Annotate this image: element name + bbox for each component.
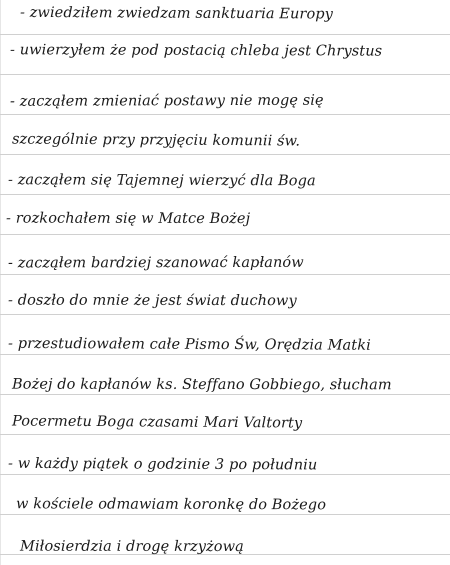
handwritten-line: - zwiedziłem zwiedzam sanktuaria Europy	[19, 4, 334, 23]
ruled-line	[0, 154, 450, 155]
handwritten-line: Miłosierdzia i drogę krzyżową	[19, 538, 244, 556]
handwritten-line: Bożej do kapłanów ks. Steffano Gobbiego, słucham	[11, 376, 392, 394]
handwritten-line: - doszło do mnie że jest świat duchowy	[7, 292, 297, 310]
ruled-line	[0, 274, 450, 275]
handwritten-line: Pocermetu Boga czasami Mari Valtorty	[11, 413, 303, 432]
handwritten-line: szczególnie przy przyjęciu komunii św.	[11, 131, 301, 150]
handwritten-line: - przestudiowałem całe Pismo Św, Orędzia Matki	[7, 335, 371, 354]
handwritten-line: - w każdy piątek o godzinie 3 po południu	[7, 455, 318, 474]
handwritten-line: - uwierzyłem że pod postacią chleba jest Chrystus	[9, 42, 383, 60]
ruled-line	[0, 114, 450, 115]
ruled-line	[0, 434, 450, 435]
ruled-line	[0, 234, 450, 235]
handwritten-line: - rozkochałem się w Matce Bożej	[5, 210, 251, 228]
handwritten-line: - zacząłem się Tajemnej wierzyć dla Boga	[7, 172, 316, 190]
ruled-line	[0, 194, 450, 195]
ruled-line	[0, 314, 450, 315]
ruled-line	[0, 74, 450, 75]
handwritten-line: w kościele odmawiam koronkę do Bożego	[15, 496, 327, 514]
handwritten-line: - zacząłem bardziej szanować kapłanów	[7, 254, 304, 272]
page-edge	[0, 0, 1, 565]
ruled-line	[0, 34, 450, 35]
handwritten-line: - zacząłem zmieniać postawy nie mogę się	[9, 92, 324, 110]
